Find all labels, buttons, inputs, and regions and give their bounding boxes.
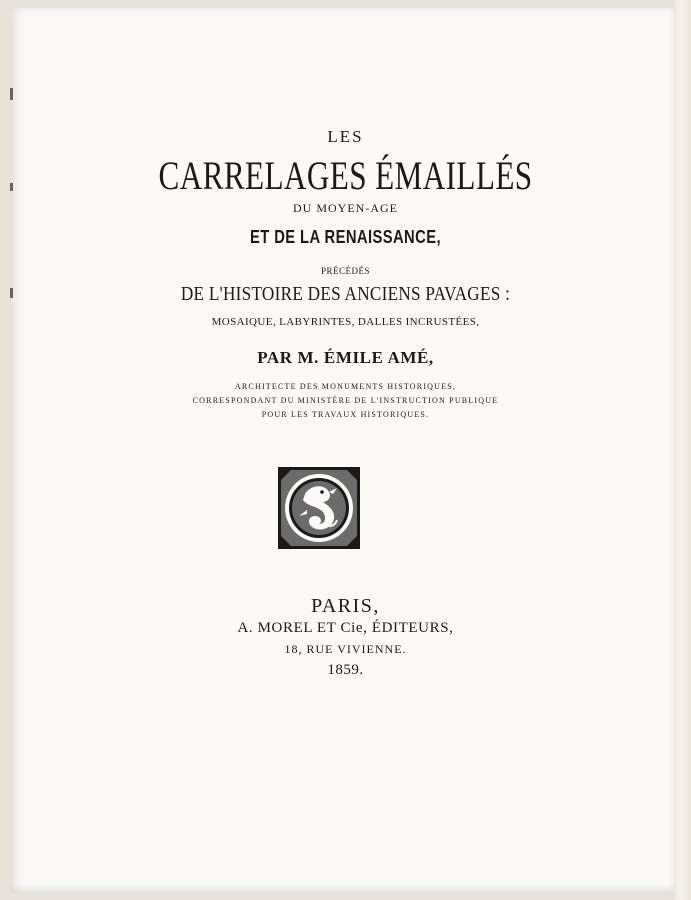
secondary-subtitle: MOSAIQUE, LABYRINTES, DALLES INCRUSTÉES,	[211, 316, 480, 328]
margin-mark	[10, 183, 13, 191]
author-credential: CORRESPONDANT DU MINISTÈRE DE L'INSTRUCTION PUBLIQUE	[192, 396, 499, 405]
imprint-year: 1859.	[327, 662, 364, 678]
secondary-title: DE L'HISTOIRE DES ANCIENS PAVAGES :	[180, 283, 511, 305]
margin-mark	[10, 288, 13, 298]
author-credential: ARCHITECTE DES MONUMENTS HISTORIQUES,	[234, 382, 457, 391]
title-period-2: ET DE LA RENAISSANCE,	[250, 227, 441, 247]
title-article: LES	[327, 127, 364, 146]
main-title: CARRELAGES ÉMAILLÉS	[158, 153, 533, 198]
author-line: PAR M. ÉMILE AMÉ,	[257, 348, 434, 367]
imprint-city: PARIS,	[311, 595, 380, 617]
margin-mark	[10, 88, 13, 100]
imprint-address: 18, RUE VIVIENNE.	[284, 642, 407, 656]
preceded-by-label: PRÉCÉDÉS	[320, 266, 370, 276]
dragon-in-roundel-icon	[277, 466, 361, 550]
imprint-publisher: A. MOREL ET Cie, ÉDITEURS,	[237, 620, 454, 636]
title-period-1: DU MOYEN-AGE	[293, 201, 398, 215]
author-credential: POUR LES TRAVAUX HISTORIQUES.	[261, 410, 430, 419]
